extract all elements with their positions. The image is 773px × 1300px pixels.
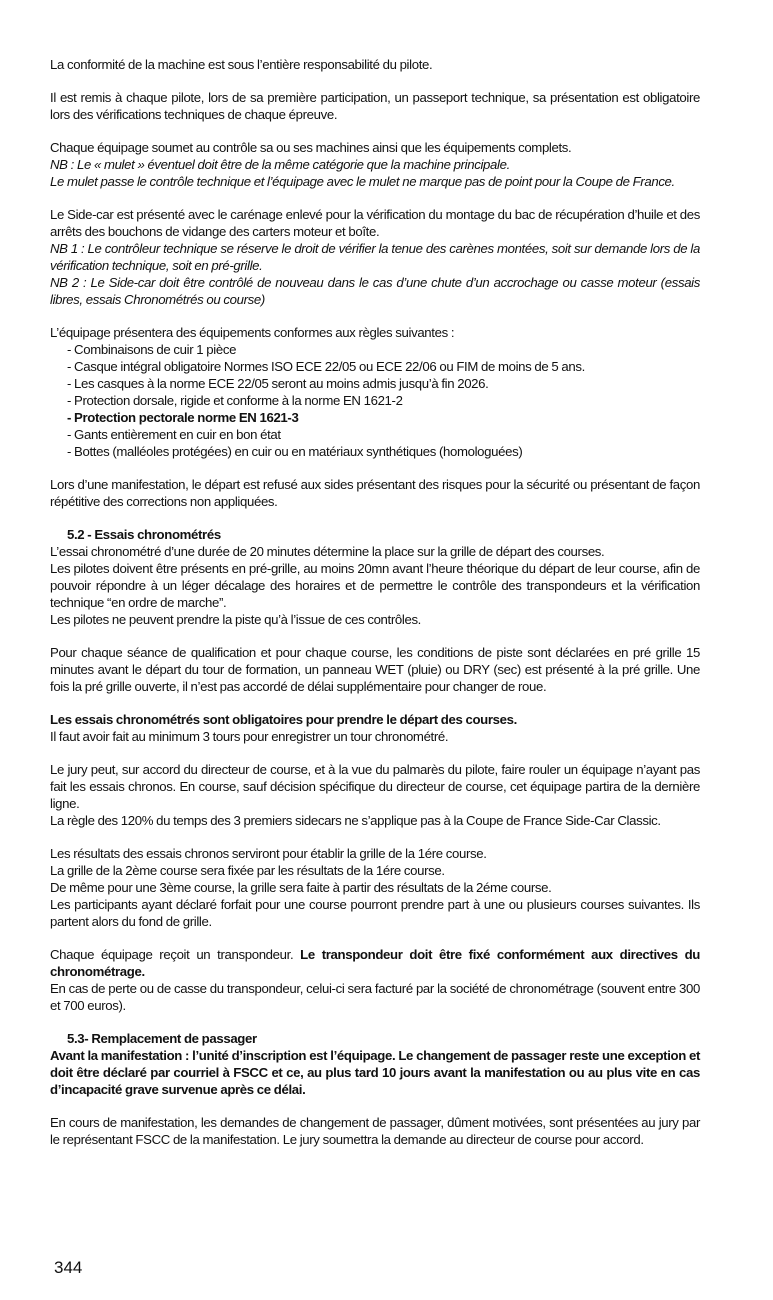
document-page — [50, 56, 700, 1148]
paragraph-track-conditions: Pour chaque séance de qualification et pour chaque course, les conditions de piste sont déclarées en pré grille 15 minutes avant le départ du tour de formation, un panneau WET (pluie) ou DRY (sec) est présenté à la pré grille. Une fois la pré grille ouverte, il n’est pas accordé de délai supplémentaire pour changer de roue. — [50, 645, 700, 694]
section-5-3 — [50, 1030, 700, 1098]
mulet-note: Le mulet passe le contrôle technique et l’équipage avec le mulet ne marque pas de point pour la Coupe de France. — [50, 174, 675, 189]
paragraph-departure-refusal: Lors d’une manifestation, le départ est refusé aux sides présentant des risques pour la sécurité ou présentant de façon répétitive des corrections non appliquées. — [50, 477, 700, 509]
transponder-cost: En cas de perte ou de casse du transpondeur, celui-ci sera facturé par la société de chronométrage (souvent entre 300 et 700 euros). — [50, 981, 700, 1013]
grid-line: Les résultats des essais chronos serviront pour établir la grille de la 1ére course. — [50, 846, 487, 861]
timed-trial-duration: L’essai chronométré d’une durée de 20 minutes détermine la place sur la grille de départ des courses. — [50, 544, 605, 559]
crew-control-text: Chaque équipage soumet au contrôle sa ou ses machines ainsi que les équipements complets. — [50, 140, 572, 155]
paragraph-passenger-during-event: En cours de manifestation, les demandes de changement de passager, dûment motivées, sont présentées au jury par le représentant FSCC de la manifestation. Le jury soumettra la demande au directeur de course pour accord. — [50, 1115, 700, 1147]
list-item: - Casque intégral obligatoire Normes ISO ECE 22/05 ou ECE 22/06 ou FIM de moins de 5 ans. — [67, 359, 585, 374]
equipment-list — [50, 341, 700, 460]
list-item: - Combinaisons de cuir 1 pièce — [67, 342, 237, 357]
paragraph-transponder — [50, 946, 700, 1014]
paragraph-fairing — [50, 206, 700, 308]
grid-line: De même pour une 3ème course, la grille sera faite à partir des résultats de la 2éme course. — [50, 880, 552, 895]
paragraph-technical-passport: Il est remis à chaque pilote, lors de sa première participation, un passeport technique, sa présentation est obligatoire lors des vérifications techniques de chaque épreuve. — [50, 90, 700, 122]
list-item: - Protection pectorale norme EN 1621-3 — [67, 410, 299, 425]
rule-120: La règle des 120% du temps des 3 premiers sidecars ne s’applique pas à la Coupe de France Side-Car Classic. — [50, 813, 661, 828]
paragraph-crew-control — [50, 139, 700, 190]
minimum-laps: Il faut avoir fait au minimum 3 tours pour enregistrer un tour chronométré. — [50, 729, 449, 744]
pre-grid-presence: Les pilotes doivent être présents en pré-grille, au moins 20mn avant l’heure théorique du départ de leur course, afin de pouvoir répondre à un léger décalage des horaires et de permettre le contrôle des transpondeurs et la vérification technique “en ordre de marche”. — [50, 561, 700, 610]
passenger-change-rule: Avant la manifestation : l’unité d’inscription est l’équipage. Le changement de passager reste une exception et doit être déclaré par courriel à FSCC et ce, au plus tard 10 jours avant la manifestation ou au plus vite en cas d’incapacité grave survenue après ce délai. — [50, 1048, 700, 1097]
fairing-text: Le Side-car est présenté avec le carénage enlevé pour la vérification du montage du bac de récupération d’huile et des arrêts des bouchons de vidange des carters moteur et boîte. — [50, 207, 700, 239]
transponder-bold: Le transpondeur doit être fixé conformément aux directives du chronométrage. — [50, 947, 701, 979]
paragraph-conformity: La conformité de la machine est sous l’entière responsabilité du pilote. — [50, 57, 433, 72]
list-item: - Gants entièrement en cuir en bon état — [67, 427, 281, 442]
list-item: - Bottes (malléoles protégées) en cuir ou en matériaux synthétiques (homologuées) — [67, 444, 523, 459]
mulet-nb: NB : Le « mulet » éventuel doit être de la même catégorie que la machine principale. — [50, 157, 510, 172]
mandatory-trials-bold: Les essais chronométrés sont obligatoires pour prendre le départ des courses. — [50, 712, 517, 727]
list-item: - Les casques à la norme ECE 22/05 seront au moins admis jusqu’à fin 2026. — [67, 376, 489, 391]
section-heading: 5.3- Remplacement de passager — [67, 1031, 257, 1046]
equipment-section — [50, 324, 700, 460]
transponder-text — [50, 946, 700, 980]
fairing-nb1: NB 1 : Le contrôleur technique se réserve le droit de vérifier la tenue des carènes montées, soit sur demande lors de la vérification technique, soit en pré-grille. — [50, 241, 700, 273]
section-heading: 5.2 - Essais chronométrés — [67, 527, 221, 542]
track-access: Les pilotes ne peuvent prendre la piste qu’à l’issue de ces contrôles. — [50, 612, 422, 627]
section-5-2 — [50, 526, 700, 628]
grid-line: Les participants ayant déclaré forfait pour une course pourront prendre part à une ou plusieurs courses suivantes. Ils partent alors du fond de grille. — [50, 897, 700, 929]
paragraph-grid-results — [50, 845, 700, 930]
fairing-nb2: NB 2 : Le Side-car doit être contrôlé de nouveau dans le cas d’une chute d’un accrochage ou casse moteur (essais libres, essais Chronométrés ou course) — [50, 275, 700, 307]
equipment-intro: L’équipage présentera des équipements conformes aux règles suivantes : — [50, 325, 455, 340]
paragraph-mandatory-trials — [50, 711, 700, 745]
list-item: - Protection dorsale, rigide et conforme à la norme EN 1621-2 — [67, 393, 403, 408]
transponder-lead: Chaque équipage reçoit un transpondeur. — [50, 947, 294, 962]
grid-line: La grille de la 2ème course sera fixée par les résultats de la 1ére course. — [50, 863, 445, 878]
paragraph-jury — [50, 761, 700, 829]
page-number: 344 — [54, 1258, 83, 1277]
jury-text: Le jury peut, sur accord du directeur de course, et à la vue du palmarès du pilote, faire rouler un équipage n’ayant pas fait les essais chronos. En course, sauf décision spécifique du directeur de course, cet équipage partira de la dernière ligne. — [50, 762, 700, 811]
